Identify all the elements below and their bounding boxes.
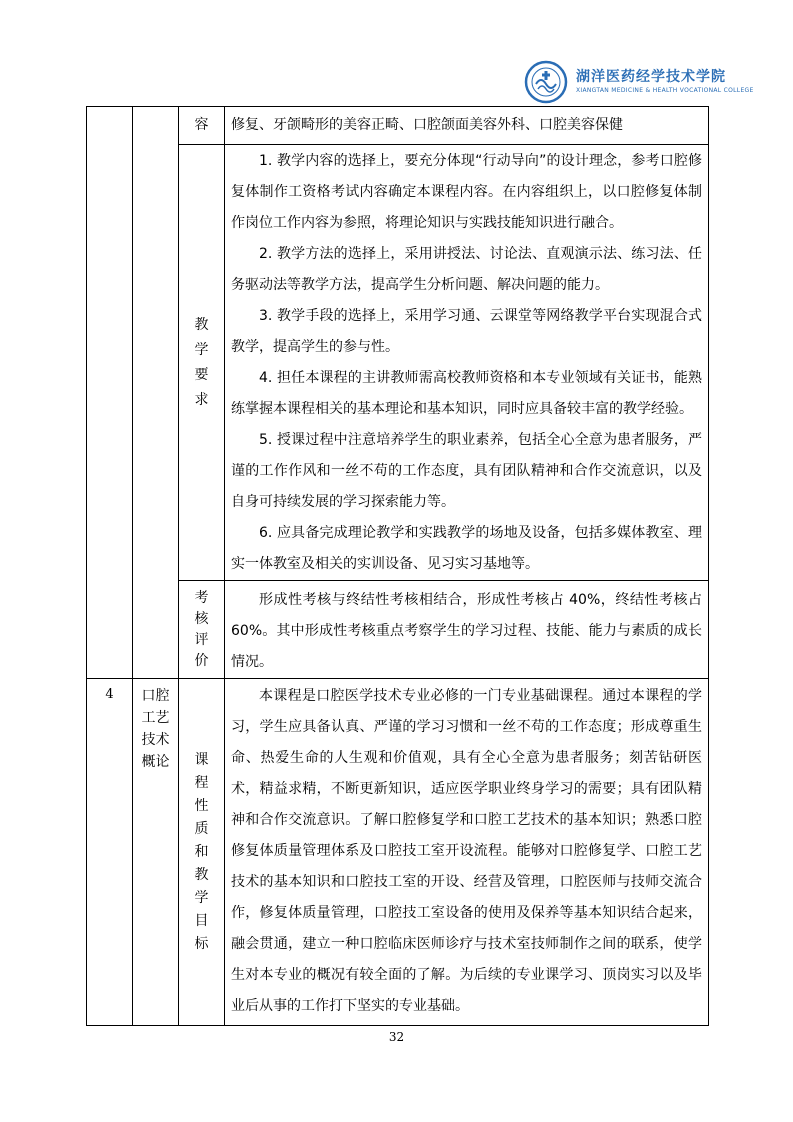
row-label-assessment: 考核评价 (194, 589, 209, 669)
logo-name-cn: 湖洋医药经学技术学院 (576, 69, 726, 85)
requirement-item: 5. 授课过程中注意培养学生的职业素养，包括全心全意为患者服务，严谨的工作作风和一丝不苟的工作态度，具有团队精神和合作交流意识，以及自身可持续发展的学习探索能力等。 (231, 431, 702, 510)
course-description-cell (225, 679, 709, 1026)
number-cell (87, 679, 133, 1026)
table-row-content-cont (87, 107, 709, 145)
table-row-course-4 (87, 679, 709, 1026)
requirement-item: 3. 教学手段的选择上，采用学习通、云课堂等网络教学平台实现混合式教学，提高学生的参与性。 (231, 307, 702, 355)
table-row-assessment (87, 581, 709, 679)
row-label-cell (179, 581, 225, 679)
requirements-cell (225, 145, 709, 581)
requirement-item: 2. 教学方法的选择上，采用讲授法、讨论法、直观演示法、练习法、任务驱动法等教学方法，提高学生分析问题、解决问题的能力。 (231, 245, 702, 293)
number-cell-empty (87, 107, 133, 679)
row-label-cell (179, 107, 225, 145)
course-description-text: 本课程是口腔医学技术专业必修的一门专业基础课程。通过本课程的学习，学生应具备认真、严谨的学习习惯和一丝不苟的工作态度；形成尊重生命、热爱生命的人生观和价值观，具有全心全意为患者服务；刻苦钻研医术，精益求精，不断更新知识，适应医学职业终身学习的需要；具有团队精神和合作交流意识。了解口腔修复学和口腔工艺技术的基本知识；熟悉口腔修复体质量管理体系及口腔技工室开设流程。能够对口腔修复学、口腔工艺技术的基本知识和口腔技工室的开设、经营及管理，口腔医师与技师交流合作，修复体质量管理，口腔技工室设备的使用及保养等基本知识结合起来，融会贯通，建立一种口腔临床医师诊疗与技术室技师制作之间的联系，使学生对本专业的概况有较全面的了解。为后续的专业课学习、顶岗实习以及毕业后从事的工作打下坚实的专业基础。 (231, 688, 702, 1014)
row-label-cell (179, 679, 225, 1026)
assessment-text: 形成性考核与终结性考核相结合，形成性考核占 40%，终结性考核占 60%。其中形成性考核重点考察学生的学习过程、技能、能力与素质的成长情况。 (231, 592, 702, 670)
assessment-cell (225, 581, 709, 679)
name-cell-empty (133, 107, 179, 679)
requirement-item: 4. 担任本课程的主讲教师需高校教师资格和本专业领域有关证书，能熟练掌握本课程相关的基本理论和基本知识，同时应具备较丰富的教学经验。 (231, 369, 702, 417)
content-cell (225, 107, 709, 145)
logo-name-en: XIANGTAN MEDICINE & HEALTH VOCATIONAL COLLEGE (576, 87, 754, 94)
page-number: 32 (388, 1030, 405, 1044)
table-row-requirements (87, 145, 709, 581)
course-table (86, 106, 709, 1026)
name-cell (133, 679, 179, 1026)
row-label-requirements: 教学要求 (194, 316, 209, 408)
requirement-item: 1. 教学内容的选择上，要充分体现“行动导向”的设计理念，参考口腔修复体制作工资格考试内容确定本课程内容。在内容组织上，以口腔修复体制作岗位工作内容为参照，将理论知识与实践技能知识进行融合。 (231, 152, 702, 231)
course-number: 4 (105, 687, 114, 702)
college-logo (524, 60, 754, 106)
row-label-nature-objectives: 课程性质和教学目标 (194, 751, 209, 952)
requirement-item: 6. 应具备完成理论教学和实践教学的场地及设备，包括多媒体教室、理实一体教室及相关的实训设备、见习实习基地等。 (231, 524, 702, 572)
requirements-text (225, 146, 708, 580)
content-text: 修复、牙颌畸形的美容正畸、口腔颌面美容外科、口腔美容保健 (231, 117, 623, 133)
row-label-content: 容 (194, 117, 209, 133)
row-label-cell (179, 145, 225, 581)
college-emblem-icon (524, 60, 568, 104)
course-name: 口腔工艺技术概论 (141, 688, 170, 770)
